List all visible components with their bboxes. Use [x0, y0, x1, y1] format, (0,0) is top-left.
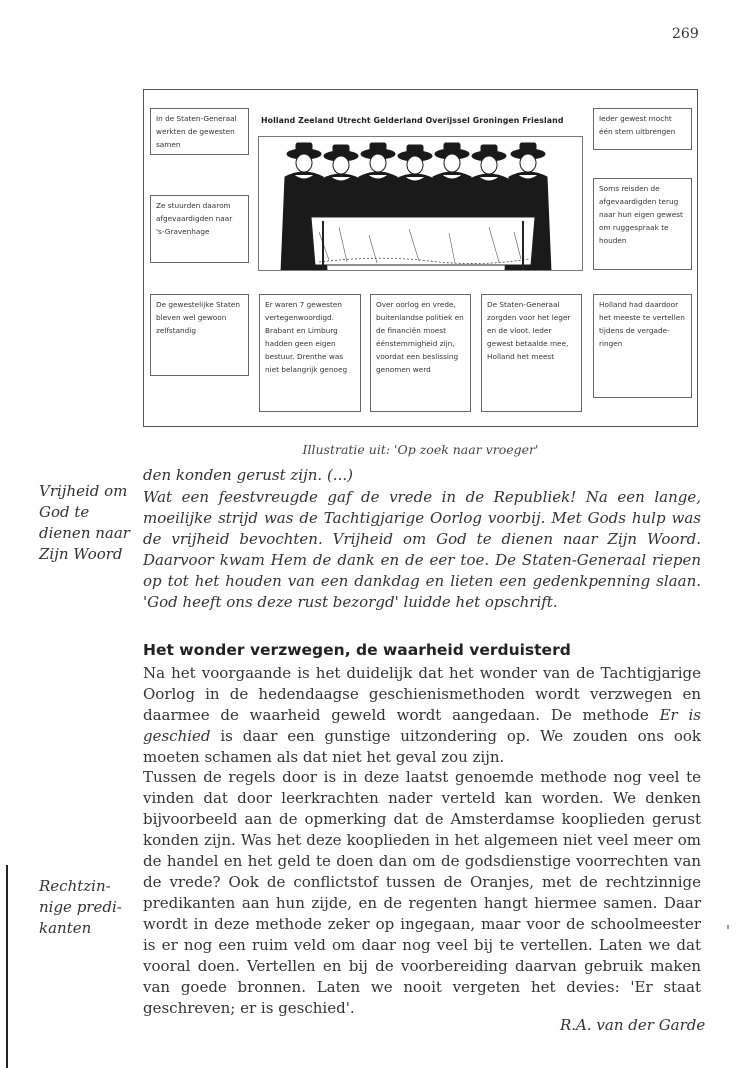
scan-speck — [727, 925, 729, 929]
delegate-figure — [394, 145, 436, 229]
paragraph-1-end: is daar een gunstige uitzondering op. We zouden ons ook moeten schamen als dat niet het geval zou zijn. — [143, 727, 701, 766]
caption-box-afgevaardigden: Ze stuurden daarom afgevaardigden naar 's-Gravenhage — [150, 195, 249, 263]
page-edge-line — [6, 865, 8, 1068]
quote-paragraph: Wat een feestvreugde gaf de vrede in de Republiek! Na een lange, moeilijke strijd was de Tachtigjarige Oorlog voorbij. Met Gods hulp was de vrijheid bevochten. Vrijheid om God te dienen naar Zijn Woord. Daarvoor kwam Hem de dank en de eer toe. De Staten-Generaal riepen op tot het houden van een dankdag en lieten een gedenkpenning slaan. 'God heeft ons deze rust bezorgd' luidde het opschrift. — [143, 488, 701, 611]
caption-box-holland: Holland had daardoor het meeste te vertellen tijdens de vergade-ringen — [593, 294, 692, 398]
paragraph-2: Tussen de regels door is in deze laatst genoemde methode nog veel te vinden dat door leerkrachten nader verteld kan worden. We denken bijvoorbeeld aan de opmerking dat de Amsterdamse kooplieden gerust konden zijn. Was het deze kooplieden in het algemeen niet veel meer om de handel en het geld te doen dan om de godsdienstige voorrechten van de vrede? Ook de conflictstof tussen de Oranjes, met de rechtzinnige predikanten aan hun zijde, en de regenten hangt hiermee samen. Daar wordt in deze methode zeker op ingegaan, maar voor de schoolmeester is er nog een ruim veld om daar nog veel bij te vertellen. Laten we dat vooral doen. Vertellen en bij de voorbereiding daarvan gebruik maken van goede bronnen. Laten we nooit vergeten het devies: 'Er staat geschreven; er is geschied'. — [143, 768, 701, 1017]
author-signature: R.A. van der Garde — [560, 1016, 706, 1034]
margin-note-vrijheid: Vrijheid om God te dienen naar Zijn Woord — [39, 482, 130, 563]
caption-box-staten-generaal: In de Staten-Generaal werkten de gewesten samen — [150, 108, 249, 155]
table-cloth — [311, 217, 535, 265]
province-names: Holland Zeeland Utrecht Gelderland Overijssel Groningen Friesland — [261, 116, 564, 125]
paragraph-1-start: Na het voorgaande is het duidelijk dat het wonder van de Tachtigjarige Oorlog in de hedendaagse geschienismethoden wordt verzwegen en daarmee de waarheid geweld wordt aangedaan. De methode — [143, 664, 701, 724]
caption-box-stem: Ieder gewest mocht één stem uitbrengen — [593, 108, 692, 150]
delegate-figure — [431, 143, 473, 227]
caption-box-zelfstandig: De gewestelijke Staten bleven wel gewoon zelfstandig — [150, 294, 249, 376]
delegate-figure — [320, 145, 362, 229]
page-number: 269 — [672, 26, 699, 42]
margin-note-predikanten: Rechtzin-nige predi-kanten — [39, 877, 122, 937]
caption-box-eenstemmigheid: Over oorlog en vrede, buitenlandse politiek en de financiën moest éénstemmigheid zijn, voordat een beslissing genomen werd — [370, 294, 471, 412]
method-title: Er is geschied — [143, 706, 701, 745]
quote-lead: den konden gerust zijn. (...) — [143, 466, 353, 484]
section-heading: Het wonder verzwegen, de waarheid verduisterd — [143, 641, 571, 659]
illustration — [143, 89, 698, 427]
delegate-figure — [468, 145, 510, 229]
caption-box-ruggespraak: Soms reisden de afgevaardigden terug naar hun eigen gewest om ruggespraak te houden — [593, 178, 692, 270]
caption-box-gewesten: Er waren 7 gewesten vertegenwoordigd. Brabant en Limburg hadden geen eigen bestuur. Drenthe was niet belangrijk genoeg — [259, 294, 361, 412]
illustration-caption: Illustratie uit: 'Op zoek naar vroeger' — [302, 442, 539, 457]
caption-box-leger-vloot: De Staten-Generaal zorgden voor het leger en de vloot. Ieder gewest betaalde mee, Holland het meest — [481, 294, 582, 412]
delegate-figure — [357, 143, 399, 227]
paragraph-1 — [143, 663, 701, 768]
delegates-drawing — [258, 136, 583, 271]
